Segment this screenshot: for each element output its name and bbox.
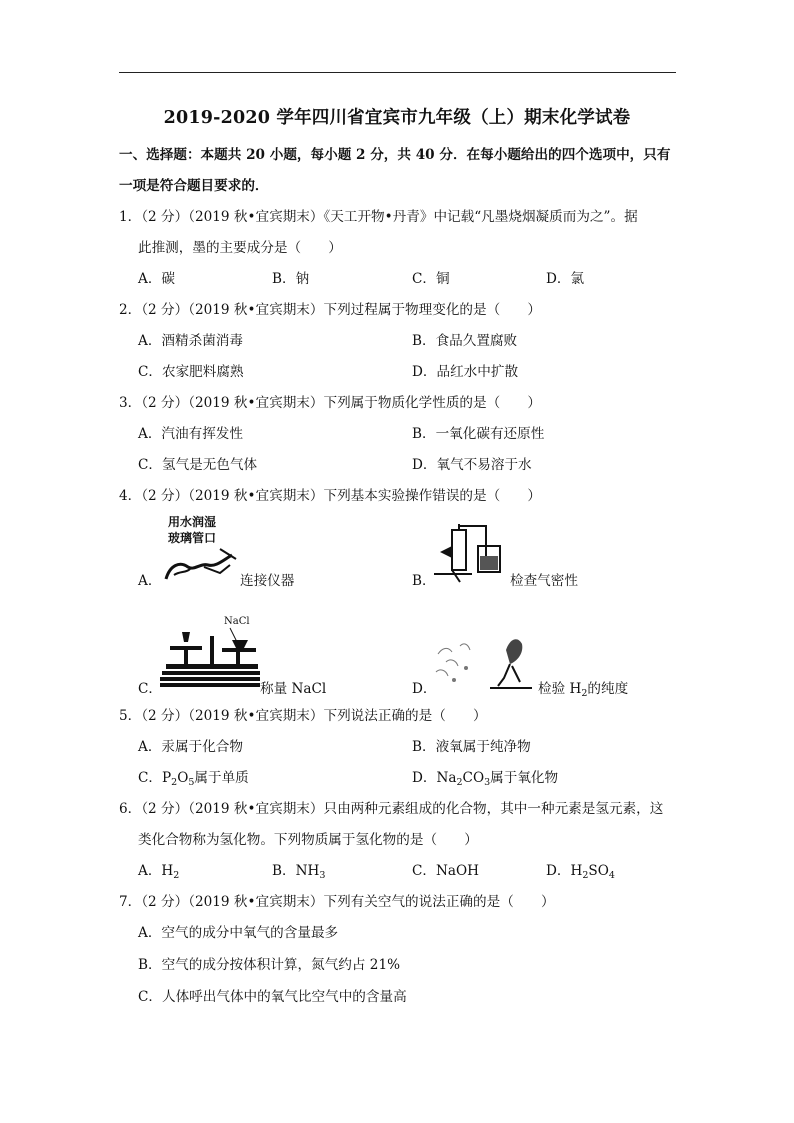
airtightness-apparatus-icon (432, 524, 512, 586)
q1-option-c: C．铜 (412, 271, 450, 287)
q3-option-c: C．氢气是无色气体 (138, 457, 258, 473)
q7-stem: 7．（2 分）（2019 秋•宜宾期末）下列有关空气的说法正确的是（ ） (119, 894, 555, 910)
q2-option-b: B．食品久置腐败 (412, 333, 518, 349)
q5-option-d: D．$Na_2CO_3$属于氧化物 (412, 770, 559, 788)
q5-stem: 5．（2 分）（2019 秋•宜宾期末）下列说法正确的是（ ） (119, 708, 487, 724)
tube-connection-icon (160, 515, 240, 585)
q6-stem-line1: 6．（2 分）（2019 秋•宜宾期末）只由两种元素组成的化合物，其中一种元素是氢元素，这 (119, 801, 664, 817)
q4-option-d-label: 检验 $H_2$的纯度 (538, 681, 629, 699)
q4-option-c-letter: C． (138, 681, 162, 697)
q6-stem-line2: 类化合物称为氢化物。下列物质属于氢化物的是（ ） (138, 832, 478, 848)
q6-option-a: A．$H_2$ (138, 863, 180, 881)
q4-figure-a-caption1: 用水润湿 (168, 515, 217, 529)
q4-figure-a-caption2: 玻璃管口 (168, 531, 217, 545)
q2-option-a: A．酒精杀菌消毒 (138, 333, 243, 349)
q7-option-a: A．空气的成分中氧气的含量最多 (138, 925, 339, 941)
q4-stem: 4．（2 分）（2019 秋•宜宾期末）下列基本实验操作错误的是（ ） (119, 488, 541, 504)
q3-option-a: A．汽油有挥发性 (138, 426, 243, 442)
header-rule (119, 72, 676, 73)
q4-figure-a (160, 515, 240, 585)
q4-figure-b (432, 524, 512, 586)
q1-option-b: B．钠 (272, 271, 310, 287)
hydrogen-test-icon (432, 628, 536, 690)
q4-figure-c (160, 616, 260, 690)
q1-option-d: D．氯 (546, 271, 585, 287)
balance-scale-icon (160, 616, 260, 690)
q4-figure-c-caption: NaCl (224, 616, 250, 627)
q7-option-b: B．空气的成分按体积计算，氮气约占 21% (138, 957, 401, 973)
q2-stem: 2．（2 分）（2019 秋•宜宾期末）下列过程属于物理变化的是（ ） (119, 302, 541, 318)
q4-option-a-label: 连接仪器 (240, 573, 295, 589)
q1-stem-line2: 此推测，墨的主要成分是（ ） (138, 240, 342, 256)
q3-stem: 3．（2 分）（2019 秋•宜宾期末）下列属于物质化学性质的是（ ） (119, 395, 541, 411)
q4-option-b-letter: B． (412, 573, 436, 589)
q4-option-b-label: 检查气密性 (510, 573, 578, 589)
q5-option-c: C．$P_2O_5$属于单质 (138, 770, 249, 788)
q5-option-a: A．汞属于化合物 (138, 739, 243, 755)
q2-option-c: C．农家肥料腐熟 (138, 364, 244, 380)
q4-option-d-letter: D． (412, 681, 437, 697)
q1-stem-line1: 1．（2 分）（2019 秋•宜宾期末）《天工开物•丹青》中记载“凡墨烧烟凝质而为之”。据 (119, 209, 638, 225)
q3-option-b: B．一氧化碳有还原性 (412, 426, 545, 442)
q6-option-b: B．$NH_3$ (272, 863, 326, 881)
q6-option-d: D．$H_2SO_4$ (546, 863, 615, 881)
section-heading-line2: 一项是符合题目要求的． (119, 178, 269, 194)
q2-option-d: D．品红水中扩散 (412, 364, 519, 380)
q7-option-c: C．人体呼出气体中的氧气比空气中的含量高 (138, 989, 407, 1005)
q4-figure-d (432, 628, 536, 690)
q6-option-c: C．NaOH (412, 863, 479, 879)
section-heading-line1: 一、选择题：本题共 20 小题，每小题 2 分，共 40 分．在每小题给出的四个选项中，只有 (119, 147, 671, 163)
q1-option-a: A．碳 (138, 271, 176, 287)
q3-option-d: D．氧气不易溶于水 (412, 457, 532, 473)
page-title: 2019-2020 学年四川省宜宾市九年级（上）期末化学试卷 (163, 108, 631, 128)
q5-option-b: B．液氧属于纯净物 (412, 739, 531, 755)
q4-option-a-letter: A． (138, 573, 162, 589)
q4-option-c-label: 称量 NaCl (260, 681, 327, 697)
